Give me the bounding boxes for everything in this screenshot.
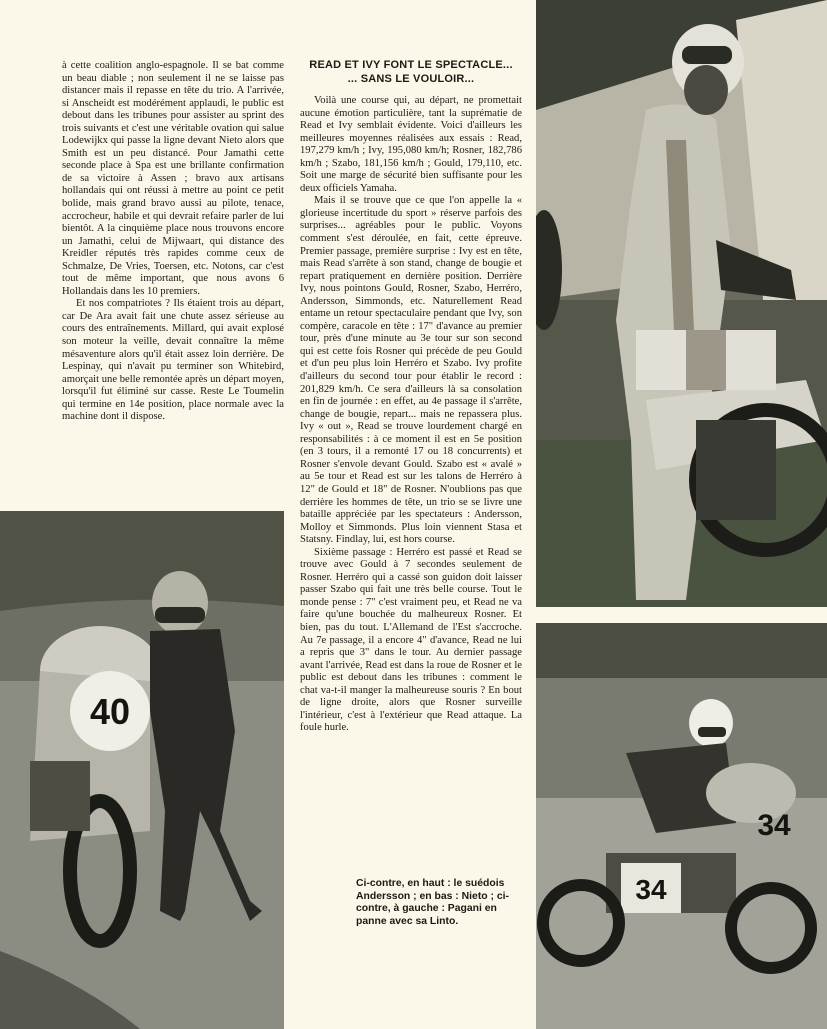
photo-nieto [536, 623, 827, 1029]
photo-nieto-image [536, 623, 827, 1029]
photo-andersson [536, 0, 827, 607]
headline-line-1: READ ET IVY FONT LE SPECTACLE... [309, 59, 513, 71]
paragraph: Et nos compatriotes ? Ils étaient trois au départ, car De Ara avait fait une chute assez sérieuse au cours des entraînements. Millard, qui avait explosé son moteur la veille, devait connaître la même mésaventure alors qu'il était assez loin derrière. De Lespinay, qui n'avait pu terminer son Whitebird, amorçait une belle remontée après un départ moyen, lorsqu'il fut éliminé sur casse. Reste Le Toumelin qui termine en 14e position, place normale avec la machine dont il dispose. [62, 298, 284, 423]
photo-andersson-image [536, 0, 827, 607]
race-number-40: 40 [89, 691, 131, 732]
race-number-34-front: 34 [757, 809, 791, 842]
photo-caption: Ci-contre, en haut : le suédois Andersson ; en bas : Nieto ; ci-contre, à gauche : Pagani en panne avec sa Linto. [356, 878, 509, 927]
photo-pagani-image [0, 511, 284, 1029]
race-number-34-side: 34 [635, 874, 667, 905]
paragraph: Sixième passage : Herréro est passé et Read se trouve avec Gould à 7 secondes seulement de Rosner. Herréro qui a cassé son guidon doit laisser passer Szabo qui fait une très belle course. Tout le monde pense : 7" c'est vraiment peu, et Read ne va faire qu'une bouchée du malheureux Rosner. Et bien, pas du tout. L'Allemand de l'Est s'accroche. Au 7e passage, il a encore 4" d'avance, Read ne lui a repris que 3" dans le tour. Au dernier passage avant l'arrivée, Read est dans la roue de Rosner et le public est debout dans les tribunes : comment le chat va-t-il manger la malheureuse souris ? En bout de ligne droite, alors que Rosner surveille l'intérieur, c'est à l'extérieur que Read attaque. La foule hurle. [300, 546, 522, 734]
headline-line-2: ... SANS LE VOULOIR... [347, 73, 475, 85]
article-column-left [62, 60, 284, 424]
paragraph: à cette coalition anglo-espagnole. Il se bat comme un beau diable ; non seulement il ne se laisse pas distancer mais il repasse en tête du trio. A l'arrivée, si Anscheidt est modérément applaudi, le public est debout dans les tribunes pour assister au sprint des trois suivants et c'est une véritable ovation qui salue Lodewijkx qui passe la ligne devant Nieto alors que Smith est un peu distancé. Pour Jamathi cette seconde place à Spa est une brillante confirmation de sa victoire à Assen ; bravo aux artisans hollandais qui ont réussi à mettre au point ce petit bolide, mais grand bravo aussi au pilote, tenace, accrocheur, habile et qui devrait refaire parler de lui bientôt. A la cinquième place nous trouvons encore un Jamathi, celui de Mijwaart, qui distance des Kreidler réputés très rapides comme ceux de Schmalze, De Vries, Toersen, etc. Notons, car c'est tout de même important, que nous avons 6 Hollandais dans les 10 premiers. [62, 60, 284, 297]
photo-pagani [0, 511, 284, 1029]
article-column-right [300, 95, 522, 735]
paragraph: Voilà une course qui, au départ, ne promettait aucune émotion particulière, tant la suprématie de Read et Ivy semblait évidente. Voici d'ailleurs les meilleures moyennes réalisées aux essais : Read, 197,279 km/h ; Ivy, 195,080 km/h; Rosner, 182,786 km/h ; Szabo, 181,156 km/h ; Gould, 179,110, etc. Soit une marge de sécurité bien suffisante pour les deux officiels Yamaha. [300, 95, 522, 194]
paragraph: Mais il se trouve que ce que l'on appelle la « glorieuse incertitude du sport » réserve parfois des surprises... agréables pour le public. Voyons comment s'est déroulée, en fait, cette épreuve. Premier passage, première surprise : Ivy est en tête, mais Read s'arrête à son stand, change de bougie et repart pratiquement en dernière position. Derrière Ivy, nous pointons Gould, Rosner, Szabo, Herréro, Andersson, Simmonds, etc. Naturellement Read entame un retour spectaculaire pendant que Ivy, son compère, caracole en tête : 17" d'avance au premier tour, près d'une minute au 3e tour sur son second qui est cette fois Rosner qui précède de peu Gould et d'un peu plus loin Herréro et Szabo. Ivy profite d'ailleurs du second tour pour établir le record : 201,829 km/h. Ce sera d'ailleurs là sa consolation en fin de journée : en effet, au 4e passage il s'arrête, change de bougie, repart... mais ne repassera plus. Ivy « out », Read se trouve lourdement chargé en responsabilités : à ce moment il est en 5e position (en 3 tours, il a remonté 17 ou 18 concurrents) et Rosner s'envole devant Gould. Szabo est « avalé » au 5e tour et Read est sur les talons de Herréro à 12" de Gould et 18" de Rosner. N'oublions pas que derrière les hommes de tête, un trio se se livre une bataille appréciée par les spectateurs : Andersson, Molloy et Simmonds. Plus loin viennent Stasa et Statsny. Findlay, lui, est hors course. [300, 195, 522, 546]
article-headline [300, 58, 522, 86]
